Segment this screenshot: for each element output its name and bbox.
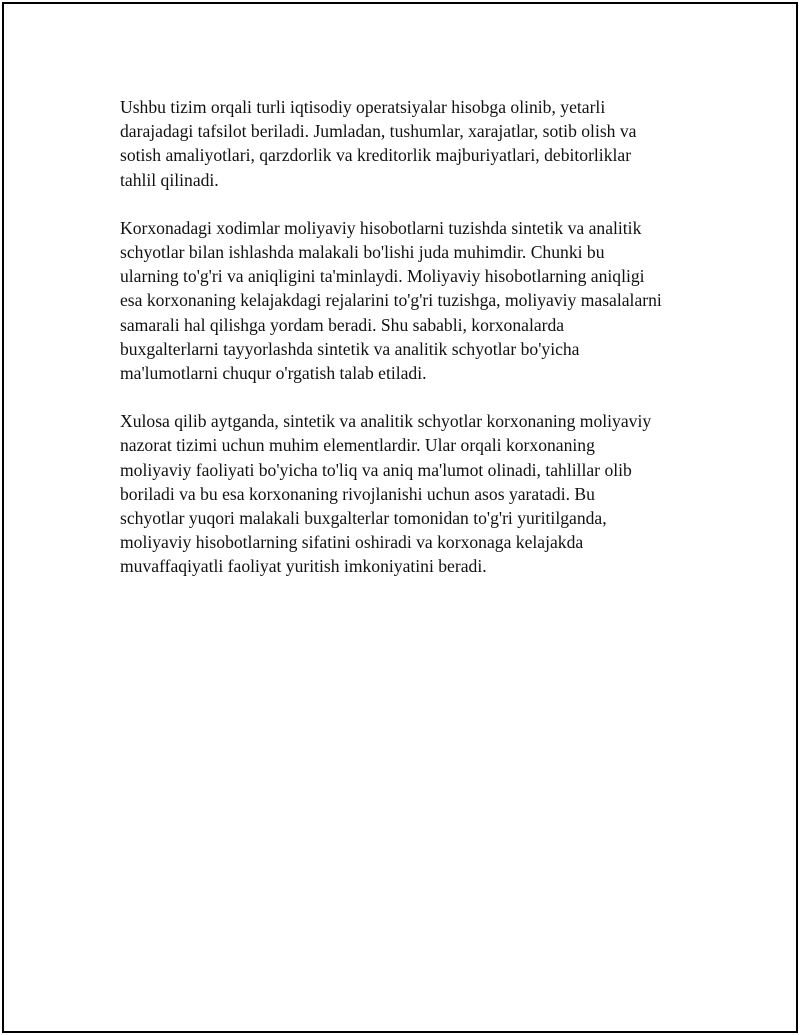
paragraph-line: nazorat tizimi uchun muhim elementlardir. Ular orqali korxonaning <box>120 435 595 456</box>
paragraph-line: sotish amaliyotlari, qarzdorlik va kreditorlik majburiyatlari, debitorliklar <box>120 145 632 166</box>
document-page <box>2 2 798 1033</box>
paragraph-line: esa korxonaning kelajakdagi rejalarini to'g'ri tuzishga, moliyaviy masalalarni <box>120 290 662 311</box>
paragraph-line: schyotlar bilan ishlashda malakali bo'lishi juda muhimdir. Chunki bu <box>120 242 605 263</box>
document-body <box>120 95 710 603</box>
paragraph-line: Korxonadagi xodimlar moliyaviy hisobotlarni tuzishda sintetik va analitik <box>120 217 642 238</box>
paragraph-line: muvaffaqiyatli faoliyat yuritish imkoniyatini beradi. <box>120 556 487 577</box>
paragraph-1 <box>120 95 710 192</box>
paragraph-line: buxgalterlarni tayyorlashda sintetik va analitik schyotlar bo'yicha <box>120 338 580 359</box>
paragraph-line: Ushbu tizim orqali turli iqtisodiy operatsiyalar hisobga olinib, yetarli <box>120 97 606 117</box>
paragraph-line: ma'lumotlarni chuqur o'rgatish talab etiladi. <box>120 363 427 384</box>
paragraph-line: moliyaviy faoliyati bo'yicha to'liq va aniq ma'lumot olinadi, tahlillar olib <box>120 459 632 480</box>
paragraph-line: ularning to'g'ri va aniqligini ta'minlaydi. Moliyaviy hisobotlarning aniqligi <box>120 266 645 287</box>
paragraph-line: darajadagi tafsilot beriladi. Jumladan, tushumlar, xarajatlar, sotib olish va <box>120 121 637 142</box>
paragraph-3 <box>120 409 710 578</box>
paragraph-line: Xulosa qilib aytganda, sintetik va analitik schyotlar korxonaning moliyaviy <box>120 411 652 432</box>
paragraph-line: tahlil qilinadi. <box>120 169 219 190</box>
paragraph-line: boriladi va bu esa korxonaning rivojlanishi uchun asos yaratadi. Bu <box>120 483 595 504</box>
paragraph-line: moliyaviy hisobotlarning sifatini oshiradi va korxonaga kelajakda <box>120 532 584 553</box>
paragraph-2 <box>120 216 710 385</box>
paragraph-line: samarali hal qilishga yordam beradi. Shu sababli, korxonalarda <box>120 314 565 335</box>
paragraph-line: schyotlar yuqori malakali buxgalterlar tomonidan to'g'ri yuritilganda, <box>120 508 607 529</box>
